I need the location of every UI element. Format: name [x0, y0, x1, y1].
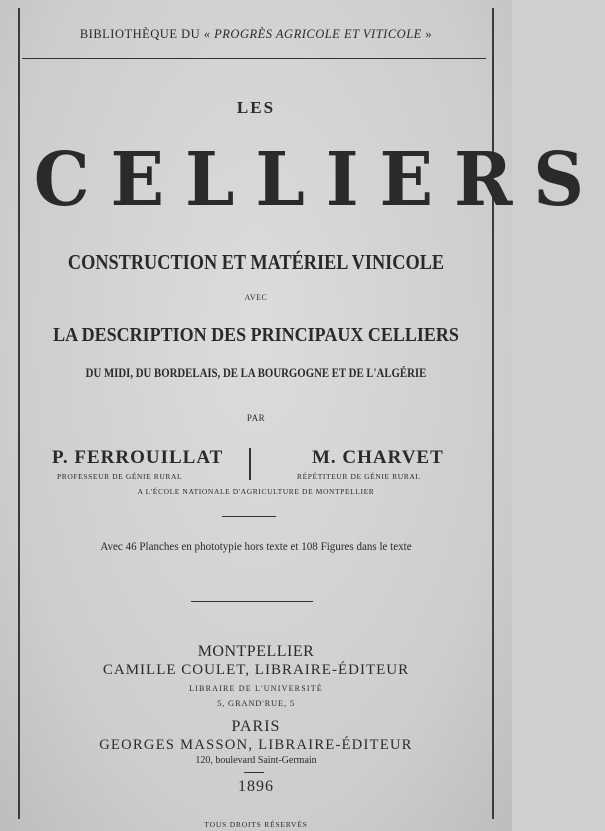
- publication-year: 1896: [238, 778, 274, 795]
- subtitle: CONSTRUCTION ET MATÉRIEL VINICOLE: [67, 250, 445, 274]
- publisher-rule: [191, 601, 313, 602]
- description-line-1: LA DESCRIPTION DES PRINCIPAUX CELLIERS: [53, 324, 459, 346]
- author-2-role: RÉPÉTITEUR DE GÉNIE RURAL: [297, 472, 421, 481]
- plates-note: Avec 46 Planches en phototypie hors texte et 108 Figures dans le texte: [100, 541, 412, 553]
- publisher-2: GEORGES MASSON, LIBRAIRE-ÉDITEUR: [99, 737, 413, 753]
- author-1-role: PROFESSEUR DE GÉNIE RURAL: [57, 472, 183, 481]
- author-2-name: M. CHARVET: [312, 447, 444, 468]
- city-montpellier: MONTPELLIER: [197, 643, 315, 660]
- series-name: PROGRÈS AGRICOLE ET VITICOLE: [214, 27, 422, 41]
- publisher-1-title: LIBRAIRE DE L'UNIVERSITÉ: [189, 684, 323, 693]
- rights-notice: TOUS DROITS RÉSERVÉS: [204, 820, 308, 829]
- publisher-1: CAMILLE COULET, LIBRAIRE-ÉDITEUR: [102, 662, 410, 678]
- description-line-2: DU MIDI, DU BORDELAIS, DE LA BOURGOGNE ET DE L'ALGÉRIE: [85, 365, 427, 380]
- series-prefix: BIBLIOTHÈQUE DU «: [79, 27, 211, 41]
- year-rule: [244, 772, 264, 773]
- header-rule: [22, 58, 486, 59]
- avec-label: AVEC: [244, 293, 268, 302]
- address-1: 5, GRAND'RUE, 5: [217, 698, 295, 708]
- short-rule: [222, 516, 276, 517]
- author-1-name: P. FERROUILLAT: [52, 447, 224, 468]
- main-title: CELLIERS: [33, 137, 605, 223]
- address-2: 120, boulevard Saint-Germain: [195, 755, 317, 766]
- par-label: PAR: [246, 413, 266, 423]
- series-heading: [0, 27, 512, 42]
- city-paris: PARIS: [231, 718, 281, 735]
- institution: A L'ÉCOLE NATIONALE D'AGRICULTURE DE MONTPELLIER: [137, 487, 375, 496]
- series-suffix: »: [425, 27, 433, 41]
- title-les: LES: [236, 98, 276, 117]
- author-divider: [249, 448, 251, 480]
